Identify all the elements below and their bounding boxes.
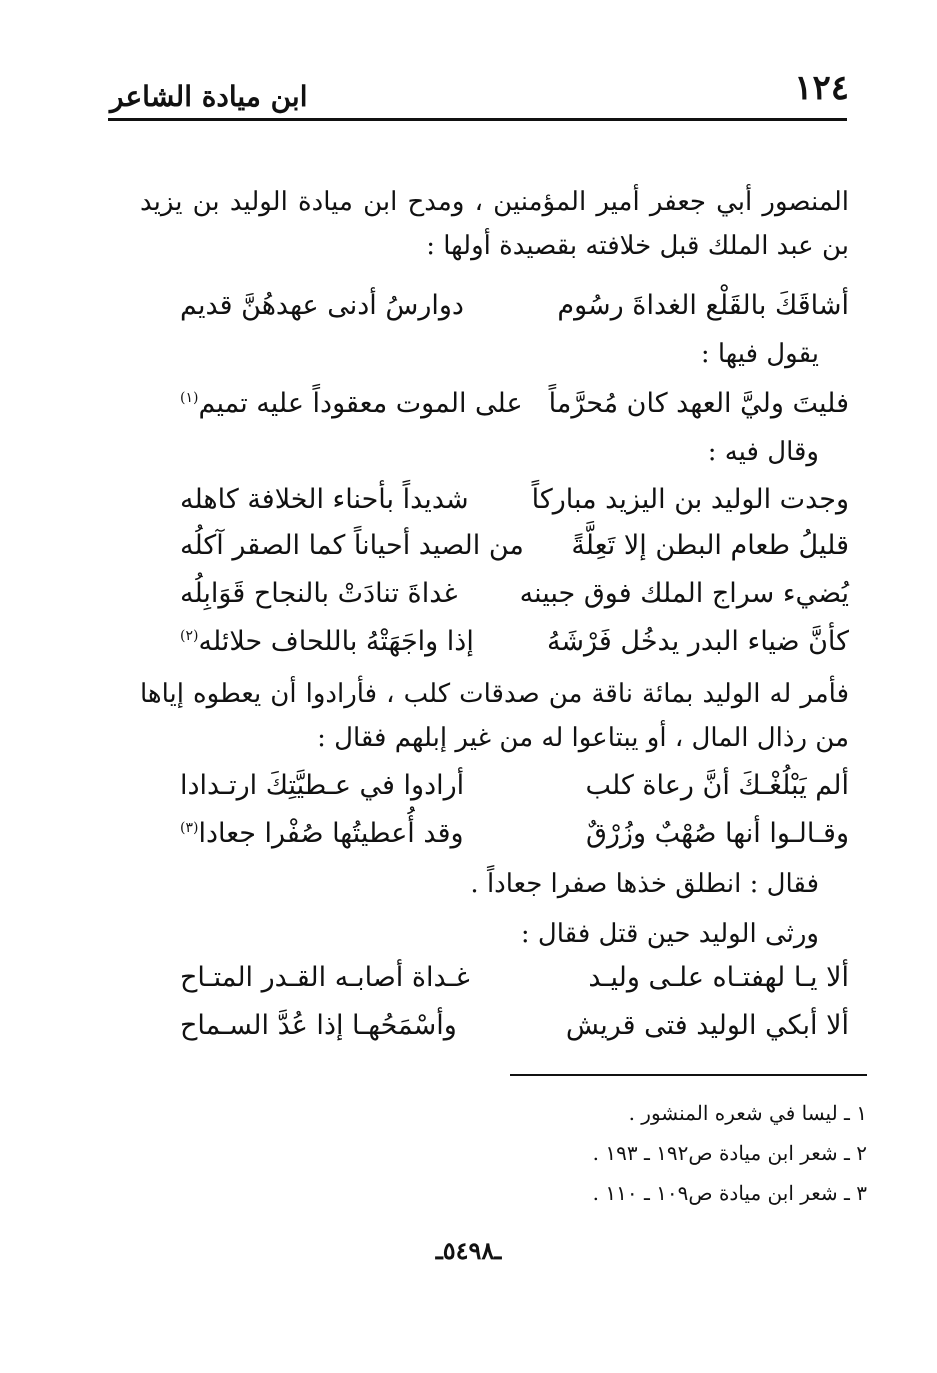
verse-second-hemistich: شديداً بأحناء الخلافة كاهله <box>180 484 469 515</box>
verse-line <box>180 290 849 338</box>
verse-second-hemistich-text: وقد أُعطيتُها صُفْرا جعادا <box>198 818 464 849</box>
verse-second-hemistich: أرادوا في عـطيَّتِكَ ارتـدادا <box>180 770 465 801</box>
verse-line <box>180 530 849 578</box>
paragraph-elegy-intro: ورثى الوليد حين قتل فقال : <box>520 919 819 949</box>
verse-second-hemistich: من الصيد أحياناً كما الصقر آكلُه <box>180 530 524 561</box>
footnote: ١ ـ ليسا في شعره المنشور . <box>628 1101 867 1125</box>
verse-second-hemistich: وأسْمَحُهـا إذا عُدَّ السـماح <box>180 1010 457 1041</box>
page-header <box>110 62 849 120</box>
verse-first-hemistich: فليتَ وليَّ العهد كان مُحرَّماً <box>548 388 849 419</box>
footnote-reference: (٢) <box>180 628 199 644</box>
page-number: ١٢٤ <box>794 68 849 108</box>
verse-line <box>180 818 849 866</box>
verse-second-hemistich: دوارسُ أدنى عهدهُنَّ قديم <box>180 290 464 321</box>
verse-second-hemistich <box>180 818 464 849</box>
verse-first-hemistich: وقـالـوا أنها صُهْبٌ وزُرْقٌ <box>585 818 849 849</box>
verse-line <box>180 388 849 436</box>
verse-line <box>180 484 849 532</box>
verse-first-hemistich: كأنَّ ضياء البدر يدخُل فَرْشَهُ <box>546 626 849 657</box>
verse-first-hemistich: ألم يَبْلُغْـكَ أنَّ رعاة كلب <box>585 770 849 801</box>
footnote: ٣ ـ شعر ابن ميادة ص١٠٩ ـ ١١٠ . <box>592 1181 867 1205</box>
verse-line <box>180 578 849 626</box>
verse-second-hemistich <box>180 388 523 419</box>
verse-line <box>180 962 849 1010</box>
verse-line <box>180 770 849 818</box>
paragraph-transition: يقول فيها : <box>700 339 819 369</box>
footnote: ٢ ـ شعر ابن ميادة ص١٩٢ ـ ١٩٣ . <box>592 1141 867 1165</box>
paragraph-intro: المنصور أبي جعفر أمير المؤمنين ، ومدح ابن ميادة الوليد بن يزيد بن عبد الملك قبل خلافته بقصيدة أولها : <box>140 187 849 261</box>
paragraph-narrative: فأمر له الوليد بمائة ناقة من صدقات كلب ، فأرادوا أن يعطوه إياها من رذال المال ، أو يبتاعوا له من غير إبلهم فقال : <box>140 679 849 753</box>
verse-second-hemistich <box>180 626 474 657</box>
header-rule <box>108 118 847 121</box>
verse-second-hemistich: غـداة أصابـه القـدر المتـاح <box>180 962 470 993</box>
verse-first-hemistich: وجدت الوليد بن اليزيد مباركاً <box>531 484 849 515</box>
verse-first-hemistich: قليلُ طعام البطن إلا تَعِلَّةً <box>571 530 849 561</box>
verse-line <box>180 626 849 674</box>
folio-number: ـ٥٤٩٨ـ <box>435 1236 502 1265</box>
verse-second-hemistich-text: إذا واجَهَتْهُ باللحاف حلائله <box>198 626 474 657</box>
verse-second-hemistich-text: على الموت معقوداً عليه تميم <box>198 388 523 419</box>
running-title: ابن ميادة الشاعر <box>110 80 308 113</box>
footnote-reference: (١) <box>180 390 199 406</box>
verse-first-hemistich: أشاقَكَ بالقَلْع الغداةَ رسُوم <box>557 290 849 321</box>
footnote-reference: (٣) <box>180 820 199 836</box>
verse-line <box>180 1010 849 1058</box>
verse-second-hemistich: غداةَ تنادَتْ بالنجاح قَوَابِلُه <box>180 578 458 609</box>
paragraph-transition: وقال فيه : <box>707 437 819 467</box>
verse-first-hemistich: ألا يـا لهفتـاه علـى وليـد <box>588 962 849 993</box>
verse-first-hemistich: يُضيء سراج الملك فوق جبينه <box>519 578 849 609</box>
paragraph-reply: فقال : انطلق خذها صفرا جعاداً . <box>470 869 819 899</box>
footnote-separator <box>510 1074 867 1076</box>
verse-first-hemistich: ألا أبكي الوليد فتى قريش <box>565 1010 849 1041</box>
